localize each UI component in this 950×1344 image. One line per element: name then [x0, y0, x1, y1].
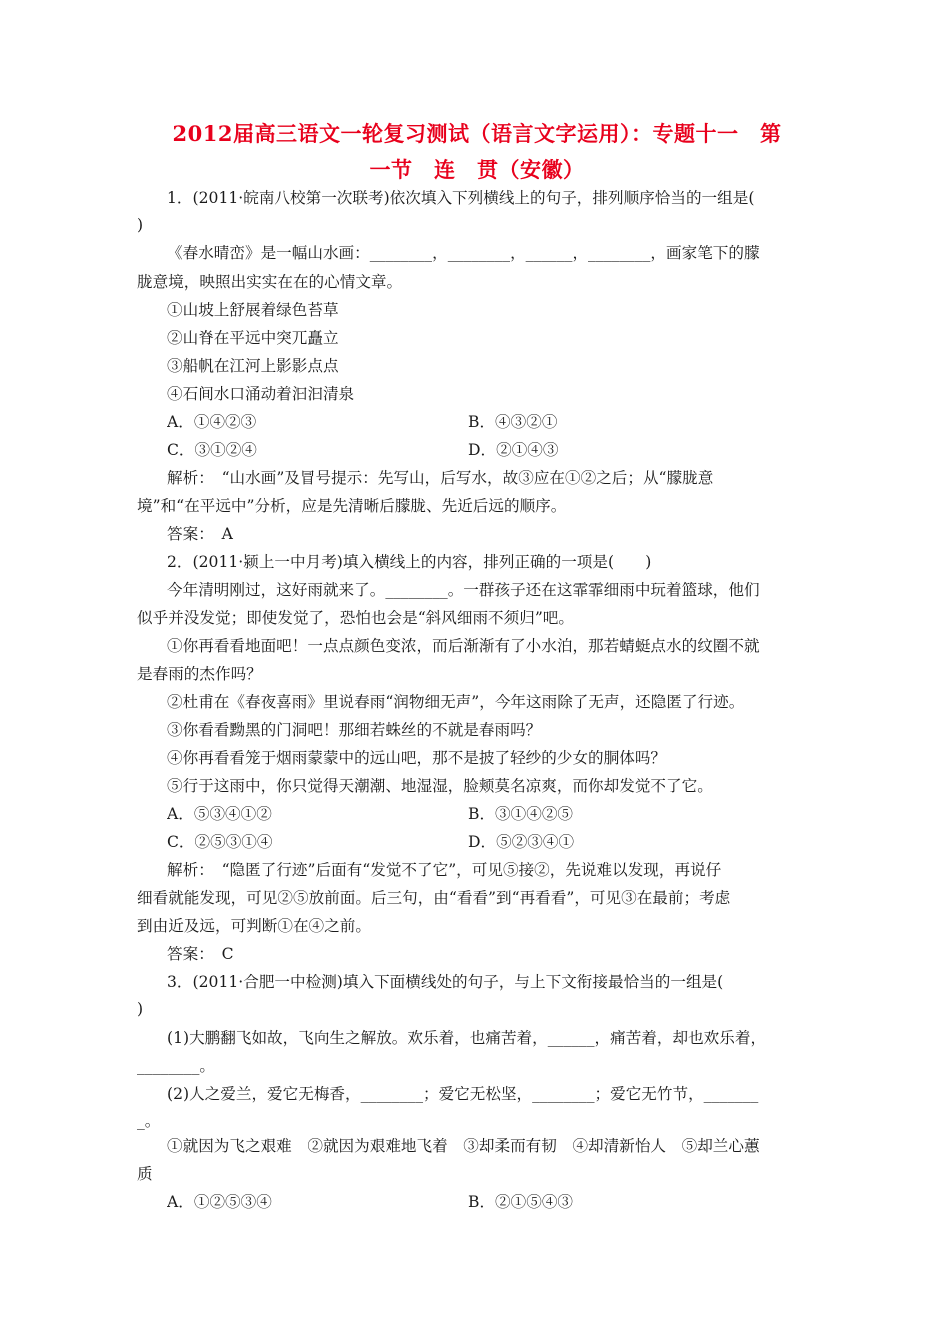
question-2-option-c: C．②⑤③①④ [167, 833, 273, 851]
question-1-option-c: C．③①②④ [167, 441, 257, 459]
question-1-text-cont: 胧意境，映照出实实在在的心情文章。 [137, 273, 403, 291]
question-3-passage-2: (2)人之爱兰，爱它无梅香，________；爱它无松坚，________；爱它无竹节，_______ [167, 1085, 759, 1103]
question-1-answer: 答案： A [167, 525, 233, 543]
question-3-choices-cont: 质 [137, 1165, 153, 1183]
document-title-line-1: 2012届高三语文一轮复习测试（语言文字运用）：专题十一 第 [172, 121, 782, 146]
question-2-item-5: ⑤行于这雨中，你只觉得天潮潮、地湿湿，脸颊莫名凉爽，而你却发觉不了它。 [167, 777, 713, 795]
question-2-item-3: ③你看看黝黑的门洞吧！那细若蛛丝的不就是春雨吗？ [167, 721, 542, 739]
question-2-option-b: B．③①④②⑤ [468, 805, 574, 823]
question-2-stem: 2．(2011·颍上一中月考)填入横线上的内容，排列正确的一项是( ) [167, 553, 652, 571]
question-1-stem-cont: ) [137, 216, 144, 234]
question-2-text-cont: 似乎并没发觉；即使发觉了，恐怕也会是“斜风细雨不须归”吧。 [137, 609, 574, 627]
question-3-passage-1: (1)大鹏翻飞如故，飞向生之解放。欢乐着，也痛苦着，______，痛苦着，却也欢乐着， [167, 1029, 767, 1047]
question-1-text: 《春水晴峦》是一幅山水画：________，________，______，________，画家笔下的朦 [167, 244, 760, 262]
question-2-analysis-cont: 细看就能发现，可见②⑤放前面。后三句，由“看看”到“再看看”，可见③在最前；考虑 [137, 889, 731, 907]
question-1-analysis: 解析： “山水画”及冒号提示：先写山，后写水，故③应在①②之后；从“朦胧意 [167, 469, 714, 487]
question-2-analysis-cont: 到由近及远，可判断①在④之前。 [137, 917, 371, 935]
question-1-item: ③船帆在江河上影影点点 [167, 357, 339, 375]
question-1-item: ④石间水口涌动着汩汩清泉 [167, 385, 355, 403]
question-3-stem: 3．(2011·合肥一中检测)填入下面横线处的句子，与上下文衔接最恰当的一组是( [167, 973, 724, 991]
question-2-item-1: ①你再看看地面吧！一点点颜色变浓，而后渐渐有了小水泊，那若蜻蜓点水的纹圈不就 [167, 637, 760, 655]
question-2-text: 今年清明刚过，这好雨就来了。________。一群孩子还在这霏霏细雨中玩着篮球，他们 [167, 581, 760, 599]
question-3-choices: ①就因为飞之艰难 ②就因为艰难地飞着 ③却柔而有韧 ④却清新怡人 ⑤却兰心蕙 [167, 1137, 760, 1155]
question-1-item: ①山坡上舒展着绿色苔草 [167, 301, 339, 319]
question-1-option-d: D．②①④③ [468, 441, 559, 459]
question-1-item: ②山脊在平远中突兀矗立 [167, 329, 339, 347]
question-2-item-1-cont: 是春雨的杰作吗？ [137, 665, 262, 683]
question-1-analysis-cont: 境”和“在平远中”分析，应是先清晰后朦胧、先近后远的顺序。 [137, 497, 567, 515]
question-2-item-2: ②杜甫在《春夜喜雨》里说春雨“润物细无声”，今年这雨除了无声，还隐匿了行迹。 [167, 693, 745, 711]
question-3-passage-1-cont: ________。 [137, 1057, 215, 1075]
question-2-answer: 答案： C [167, 945, 234, 963]
question-3-option-b: B．②①⑤④③ [468, 1193, 574, 1211]
question-2-analysis: 解析： “隐匿了行迹”后面有“发觉不了它”，可见⑤接②，先说难以发现，再说仔 [167, 861, 722, 879]
question-2-item-4: ④你再看看笼于烟雨蒙蒙中的远山吧，那不是披了轻纱的少女的胴体吗？ [167, 749, 667, 767]
question-1-option-b: B．④③②① [468, 413, 558, 431]
question-3-option-a: A．①②⑤③④ [167, 1193, 272, 1211]
question-2-option-d: D．⑤②③④① [468, 833, 575, 851]
question-3-passage-2-cont: _。 [137, 1112, 161, 1130]
question-1-stem: 1．(2011·皖南八校第一次联考)依次填入下列横线上的句子，排列顺序恰当的一组是( [167, 189, 755, 207]
question-3-stem-cont: ) [137, 1000, 144, 1018]
question-1-option-a: A．①④②③ [167, 413, 257, 431]
question-2-option-a: A．⑤③④①② [167, 805, 272, 823]
document-title-line-2: 一节 连 贯（安徽） [369, 157, 585, 182]
